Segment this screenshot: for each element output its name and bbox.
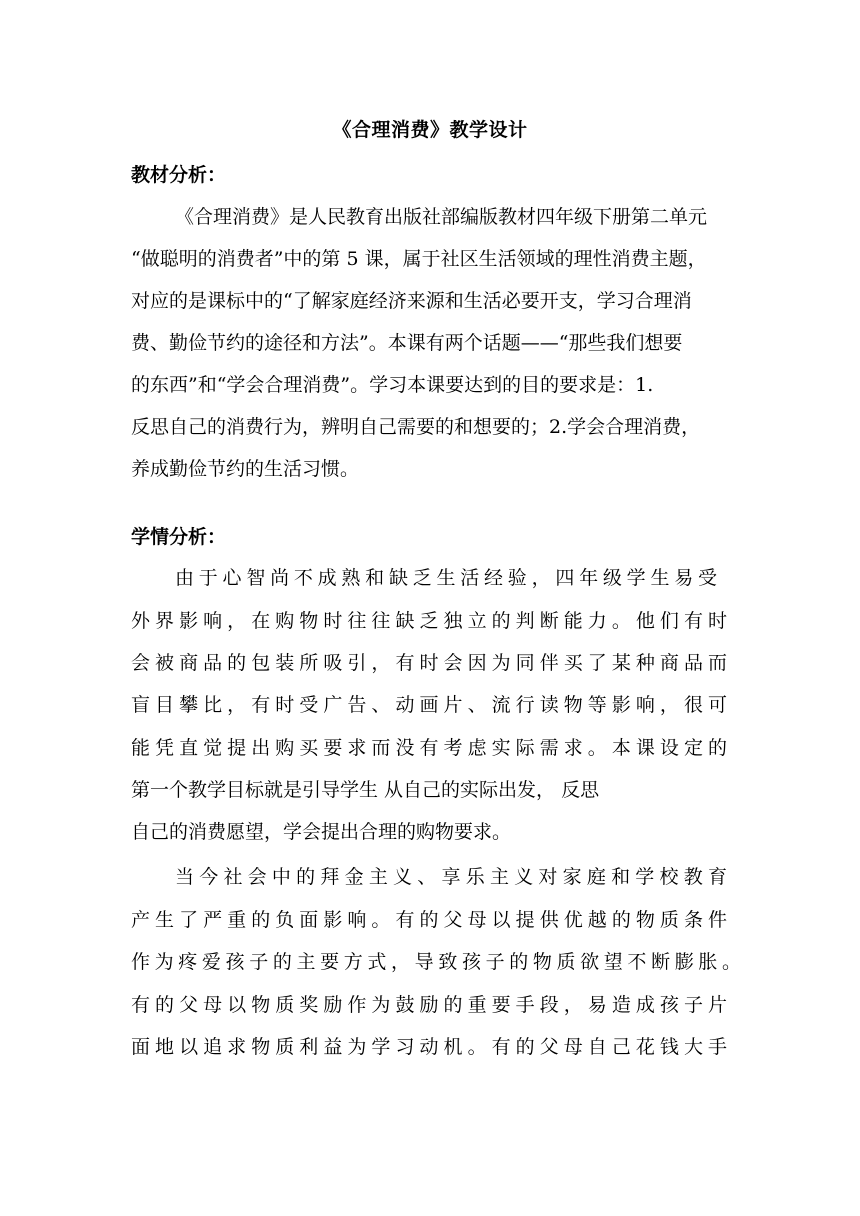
paragraph-line: 会被商品的包装所吸引，有时会因为同伴买了某种商品而 (131, 652, 727, 674)
paragraph-line: 面地以追求物质利益为学习动机。有的父母自己花钱大手 (131, 1036, 727, 1058)
paragraph-line: 养成勤俭节约的生活习惯。 (131, 458, 360, 480)
section-heading-textbook-analysis: 教材分析： (131, 164, 227, 186)
paragraph-line: 对应的是课标中的“了解家庭经济来源和生活必要开支，学习合理消 (131, 290, 692, 312)
paragraph-line: 《合理消费》是人民教育出版社部编版教材四年级下册第二单元 (175, 206, 708, 228)
paragraph-line: 外界影响，在购物时往往缺乏独立的判断能力。他们有时 (131, 610, 727, 632)
paragraph-line: 第一个教学目标就是引导学生 从自己的实际出发， 反思 (131, 779, 600, 801)
paragraph-line: 能凭直觉提出购买要求而没有考虑实际需求。本课设定的 (131, 737, 727, 759)
paragraph-line: 当今社会中的拜金主义、享乐主义对家庭和学校教育 (175, 866, 727, 888)
paragraph-line: 盲目攀比，有时受广告、动画片、流行读物等影响，很可 (131, 694, 727, 716)
paragraph-line: 作为疼爱孩子的主要方式，导致孩子的物质欲望不断膨胀。 (131, 951, 741, 973)
paragraph-line: “做聪明的消费者”中的第 5 课，属于社区生活领域的理性消费主题， (131, 248, 707, 270)
paragraph-line: 反思自己的消费行为，辨明自己需要的和想要的；2.学会合理消费， (131, 416, 701, 438)
paragraph-line: 的东西”和“学会合理消费”。学习本课要达到的目的要求是：1. (131, 374, 654, 396)
document-title: 《合理消费》教学设计 (332, 119, 528, 141)
paragraph-line: 有的父母以物质奖励作为鼓励的重要手段，易造成孩子片 (131, 994, 727, 1016)
section-heading-student-analysis: 学情分析： (131, 526, 227, 548)
paragraph-line: 费、勤俭节约的途径和方法”。本课有两个话题——“那些我们想要 (131, 332, 683, 354)
paragraph-line: 由于心智尚不成熟和缺乏生活经验，四年级学生易受 (175, 567, 717, 589)
paragraph-line: 产生了严重的负面影响。有的父母以提供优越的物质条件 (131, 909, 727, 931)
paragraph-line: 自己的消费愿望，学会提出合理的购物要求。 (131, 821, 512, 843)
